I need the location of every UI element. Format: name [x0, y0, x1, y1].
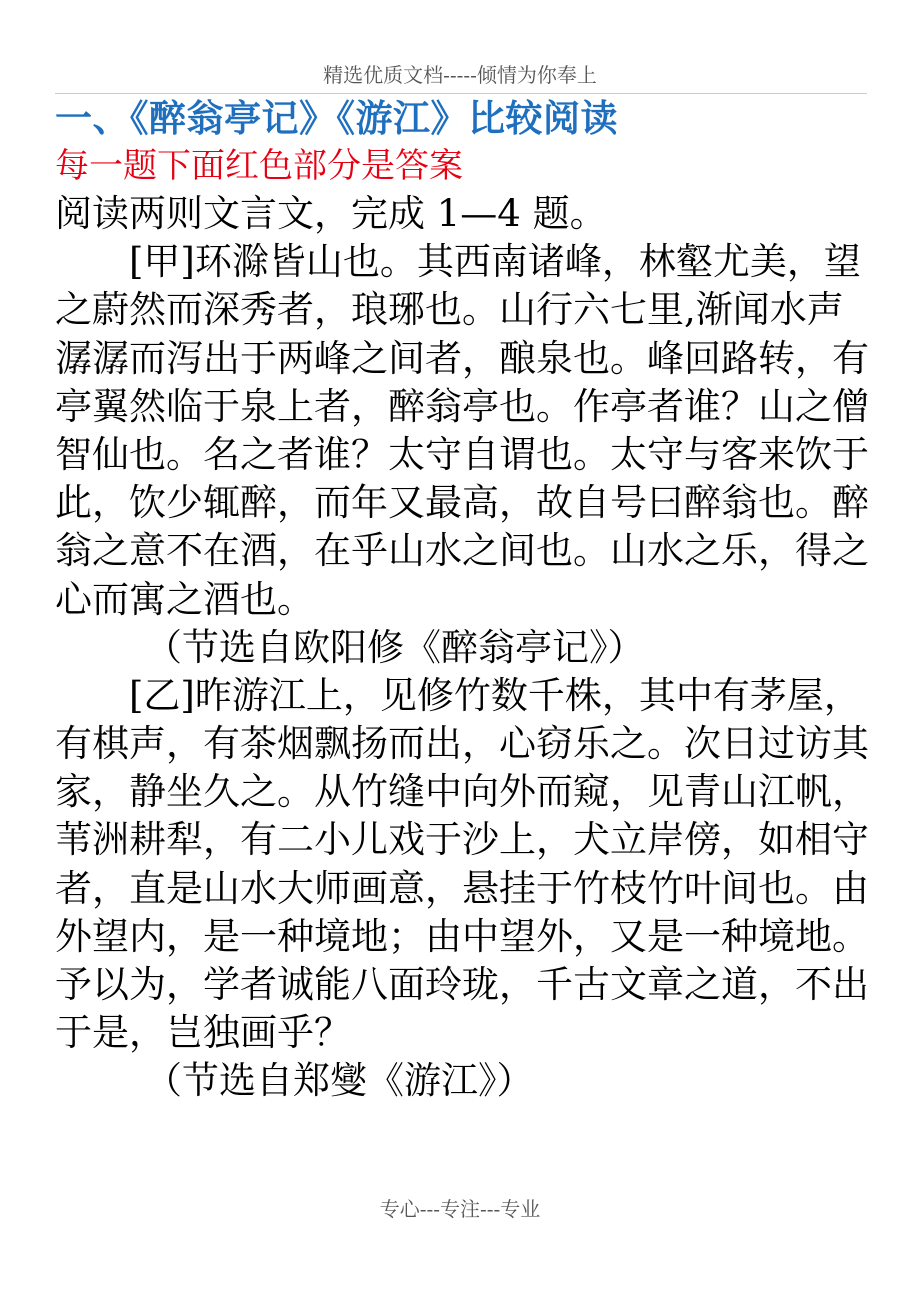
passage-b: [55, 672, 867, 1106]
passage-b-line: 苇洲耕犁，有二小儿戏于沙上，犬立岸傍，如相守: [55, 818, 869, 862]
passage-b-source: （节选自郑燮《游江》）: [145, 1059, 534, 1103]
document-body: [55, 96, 867, 1106]
passage-b-line: 有棋声，有茶烟飘扬而出，心窃乐之。次日过访其: [55, 722, 869, 766]
passage-a-line: 此，饮少辄醉，而年又最高，故自号曰醉翁也。醉: [55, 481, 869, 525]
passage-a-line: 潺潺而泻出于两峰之间者，酿泉也。峰回路转，有: [55, 336, 869, 380]
passage-a: [55, 238, 867, 672]
passage-a-line: [甲]环滁皆山也。其西南诸峰，林壑尤美，望: [129, 240, 861, 284]
passage-a-source: （节选自欧阳修《醉翁亭记》）: [145, 625, 645, 669]
passage-b-line: 外望内，是一种境地；由中望外，又是一种境地。: [55, 914, 869, 958]
header-divider: [55, 93, 867, 94]
page-header: 精选优质文档-----倾情为你奉上: [323, 63, 597, 87]
passage-b-line: 予以为，学者诚能八面玲珑，千古文章之道，不出: [55, 963, 869, 1006]
instruction-text: 阅读两则文言文，完成 1—4 题。: [55, 192, 607, 235]
passage-b-line: 家，静坐久之。从竹缝中向外而窥，见青山江帆，: [55, 770, 869, 814]
passage-b-line: 者，直是山水大师画意，悬挂于竹枝竹叶间也。由: [55, 866, 869, 910]
passage-b-line: [乙]昨游江上，见修竹数千株，其中有茅屋，: [129, 673, 861, 717]
passage-a-line: 智仙也。名之者谁？太守自谓也。太守与客来饮于: [55, 432, 869, 476]
passage-a-line: 翁之意不在酒，在乎山水之间也。山水之乐，得之: [55, 529, 869, 573]
passage-a-line: 亭翼然临于泉上者，醉翁亭也。作亭者谁？山之僧: [55, 384, 869, 428]
passage-a-line: 之蔚然而深秀者，琅琊也。山行六七里,渐闻水声: [55, 288, 844, 332]
page-footer: 专心---专注---专业: [379, 1197, 541, 1221]
passage-b-line: 于是，岂独画乎？: [55, 1011, 351, 1055]
section-title: 一、《醉翁亭记》《游江》比较阅读: [55, 97, 618, 140]
answer-note: 每一题下面红色部分是答案: [55, 146, 463, 186]
passage-a-line: 心而寓之酒也。: [55, 577, 314, 621]
